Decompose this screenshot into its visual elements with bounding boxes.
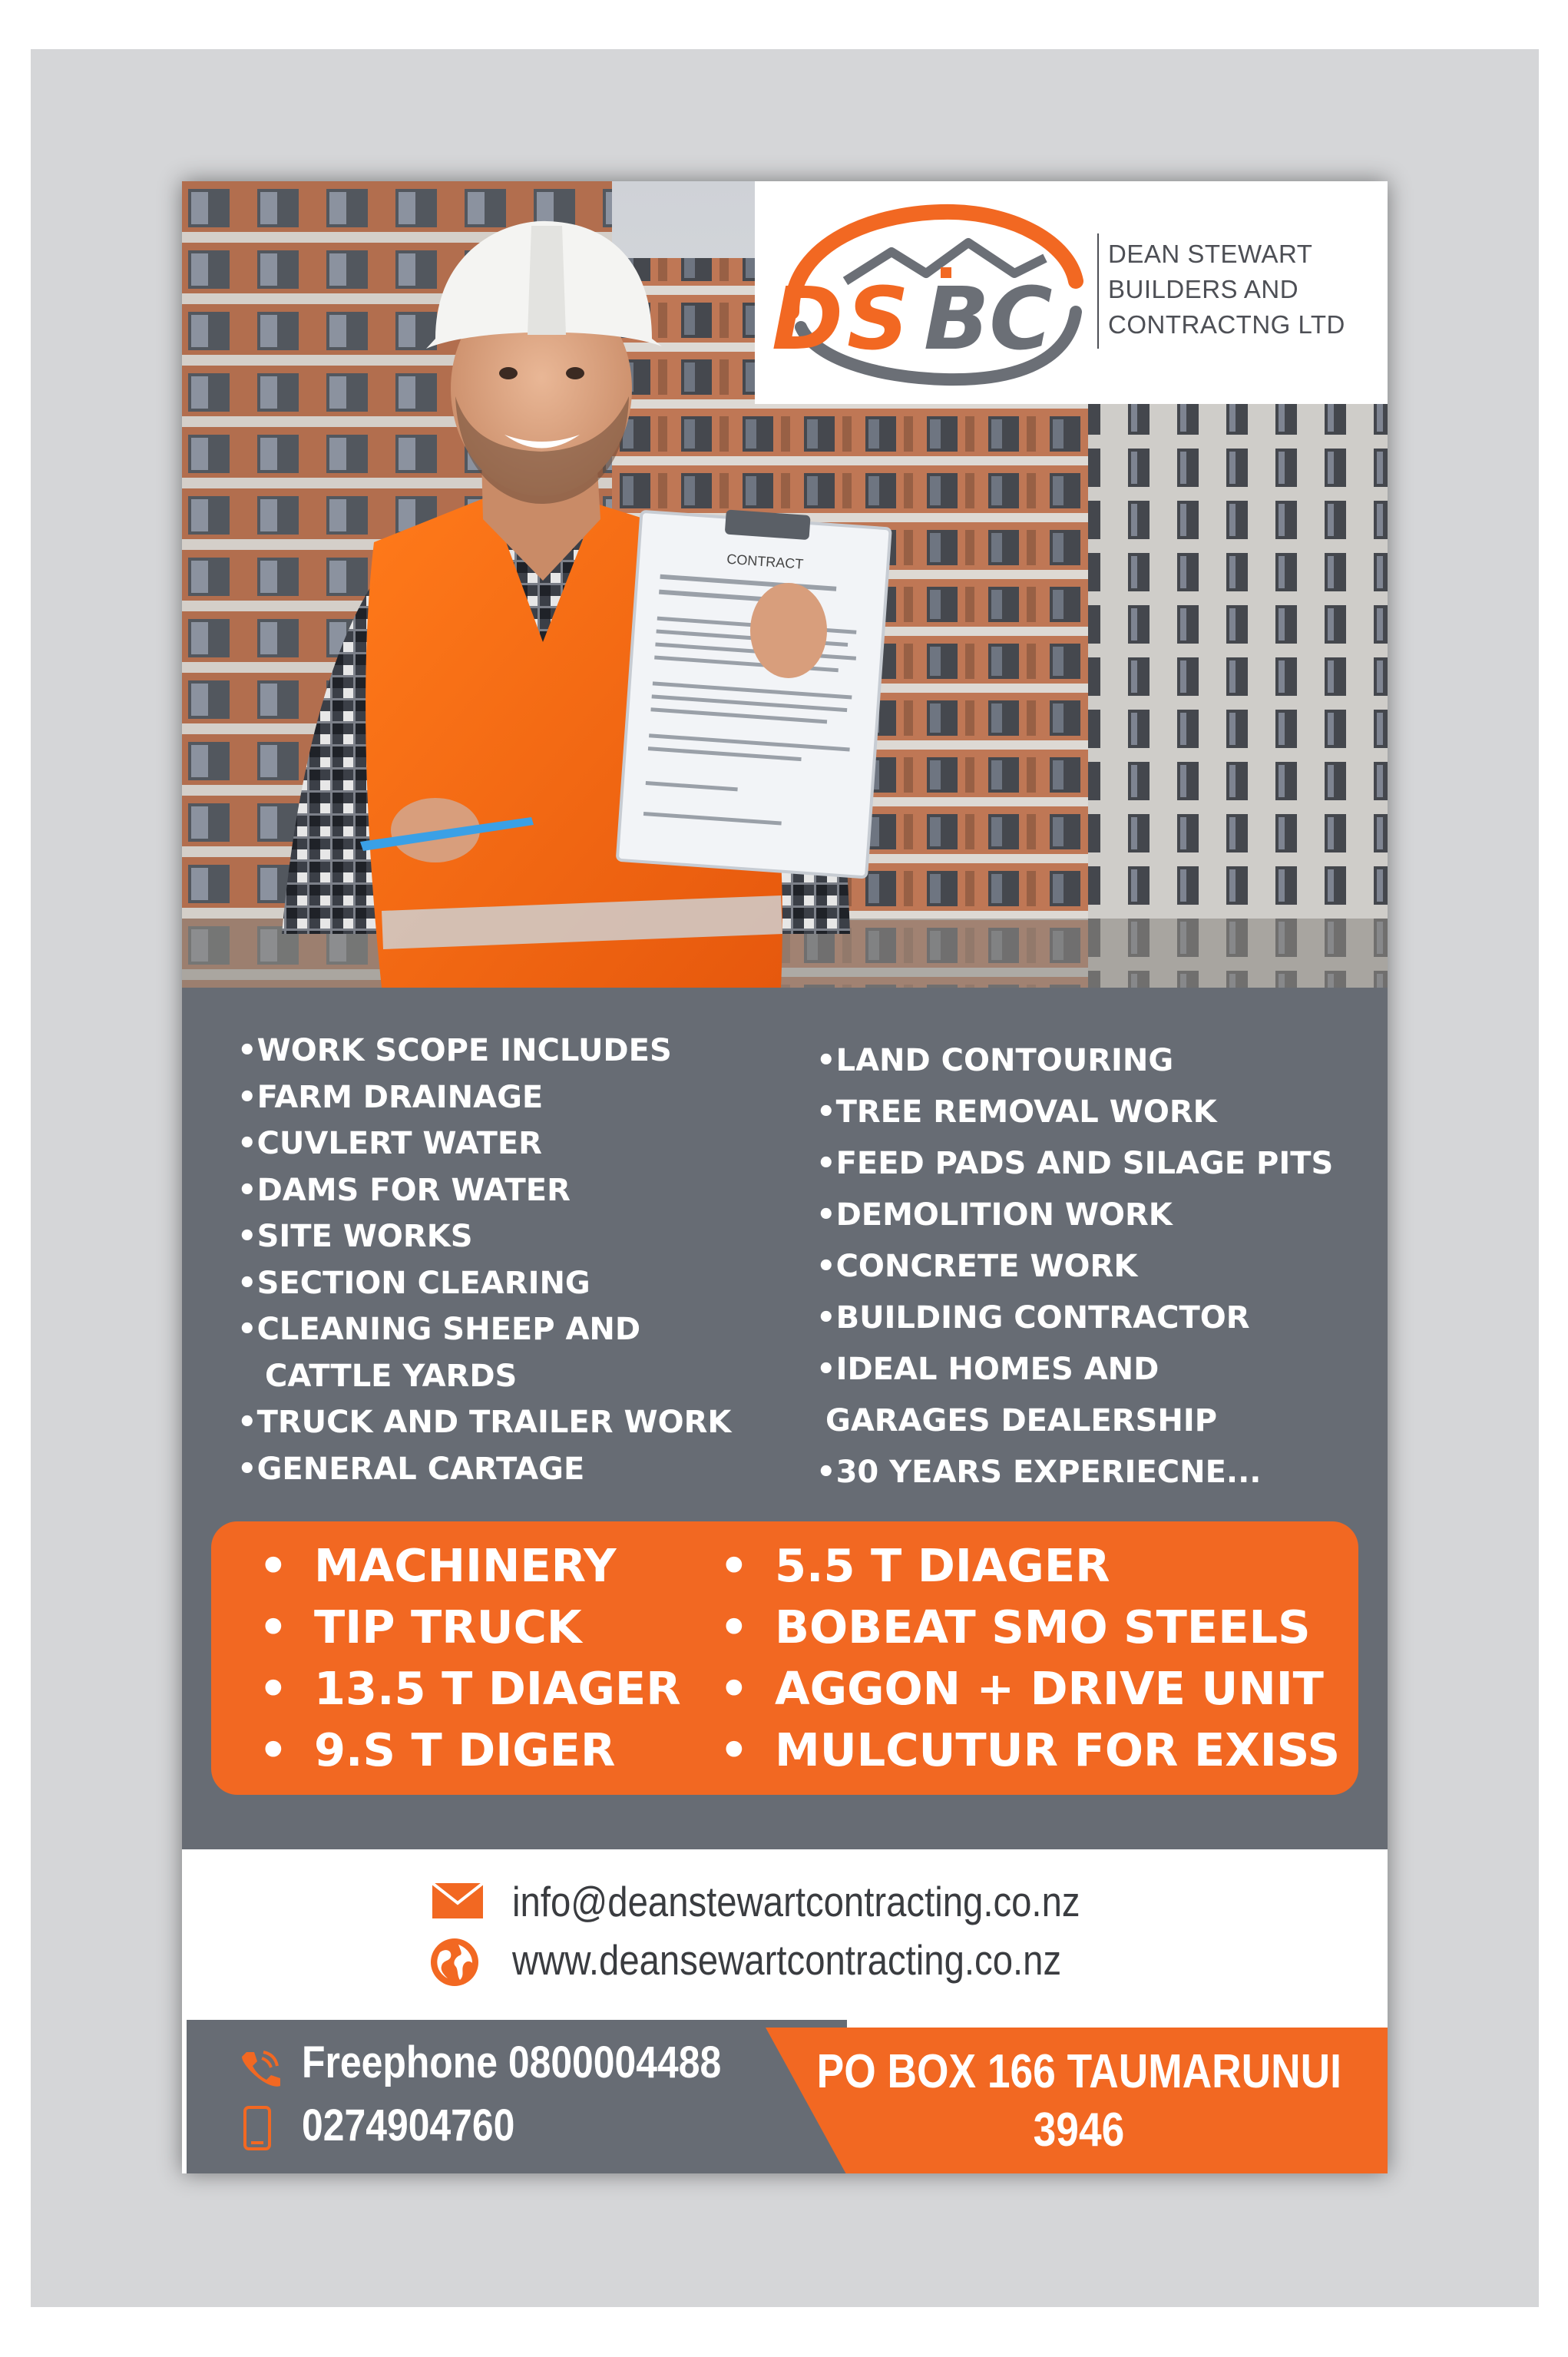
list-item: •LAND CONTOURING bbox=[816, 1043, 1174, 1078]
list-item: •TRUCK AND TRAILER WORK bbox=[237, 1405, 732, 1440]
svg-text:D: D bbox=[772, 270, 843, 369]
freephone-number[interactable]: Freephone 0800004488 bbox=[302, 2038, 722, 2087]
website-link[interactable]: www.deansewartcontracting.co.nz bbox=[512, 1936, 1062, 1984]
company-name-line-3: CONTRACTNG LTD bbox=[1108, 310, 1345, 339]
machinery-left-list bbox=[259, 1535, 681, 1781]
list-item: • 5.5 T DIAGER bbox=[719, 1539, 1110, 1592]
list-item: •WORK SCOPE INCLUDES bbox=[237, 1033, 672, 1068]
machinery-right-list bbox=[719, 1535, 1340, 1781]
list-item: • MACHINERY bbox=[259, 1539, 617, 1592]
hero-photo bbox=[182, 181, 1388, 988]
company-name-line-1: DEAN STEWART bbox=[1108, 240, 1313, 268]
logo-box bbox=[755, 181, 1388, 404]
list-item: • TIP TRUCK bbox=[259, 1601, 582, 1654]
list-item: •IDEAL HOMES AND bbox=[816, 1352, 1159, 1387]
email-link[interactable]: info@deanstewartcontracting.co.nz bbox=[512, 1878, 1080, 1925]
list-item: •TREE REMOVAL WORK bbox=[816, 1094, 1217, 1130]
logo-divider bbox=[1097, 233, 1099, 349]
list-item: •CONCRETE WORK bbox=[816, 1249, 1138, 1284]
list-item: • AGGON + DRIVE UNIT bbox=[719, 1662, 1324, 1715]
services-right-list bbox=[816, 1035, 1333, 1498]
mobile-icon bbox=[243, 2106, 271, 2150]
list-item: •GENERAL CARTAGE bbox=[237, 1451, 585, 1487]
po-box-line-1: PO BOX 166 TAUMARUNUI bbox=[816, 2045, 1341, 2098]
list-item: •SECTION CLEARING bbox=[237, 1265, 590, 1301]
phone-panel bbox=[187, 2020, 847, 2173]
company-name bbox=[1108, 237, 1345, 343]
services-left-list bbox=[237, 1028, 731, 1492]
svg-text:S: S bbox=[847, 270, 909, 369]
phone-icon bbox=[237, 2047, 280, 2091]
envelope-icon bbox=[432, 1883, 483, 1918]
company-name-line-2: BUILDERS AND bbox=[1108, 275, 1299, 303]
list-item: •CLEANING SHEEP AND bbox=[237, 1312, 641, 1347]
list-item: •30 YEARS EXPERIECNE... bbox=[816, 1455, 1262, 1490]
list-item: •CUVLERT WATER bbox=[237, 1126, 542, 1161]
contact-section bbox=[182, 1849, 1388, 2031]
list-item: • MULCUTUR FOR EXISS bbox=[719, 1723, 1341, 1776]
machinery-panel bbox=[211, 1521, 1358, 1795]
clipboard-heading: CONTRACT bbox=[726, 551, 804, 572]
list-item: • 13.5 T DIAGER bbox=[259, 1662, 681, 1715]
globe-icon bbox=[429, 1937, 480, 1988]
list-item: CATTLE YARDS bbox=[265, 1358, 518, 1394]
list-item: •FEED PADS AND SILAGE PITS bbox=[816, 1146, 1334, 1181]
svg-text:BC: BC bbox=[924, 270, 1053, 369]
address-panel bbox=[766, 2028, 1388, 2173]
list-item: GARAGES DEALERSHIP bbox=[825, 1403, 1218, 1438]
list-item: • 9.S T DIGER bbox=[259, 1723, 616, 1776]
mobile-number[interactable]: 0274904760 bbox=[302, 2100, 515, 2150]
flyer bbox=[182, 181, 1388, 2173]
company-logo bbox=[761, 197, 1099, 389]
list-item: •SITE WORKS bbox=[237, 1219, 473, 1254]
list-item: •BUILDING CONTRACTOR bbox=[816, 1300, 1250, 1336]
list-item: •DAMS FOR WATER bbox=[237, 1172, 571, 1208]
list-item: • BOBEAT SMO STEELS bbox=[719, 1601, 1311, 1654]
list-item: •FARM DRAINAGE bbox=[237, 1079, 544, 1115]
list-item: •DEMOLITION WORK bbox=[816, 1197, 1173, 1233]
po-box-line-2: 3946 bbox=[1033, 2104, 1125, 2157]
